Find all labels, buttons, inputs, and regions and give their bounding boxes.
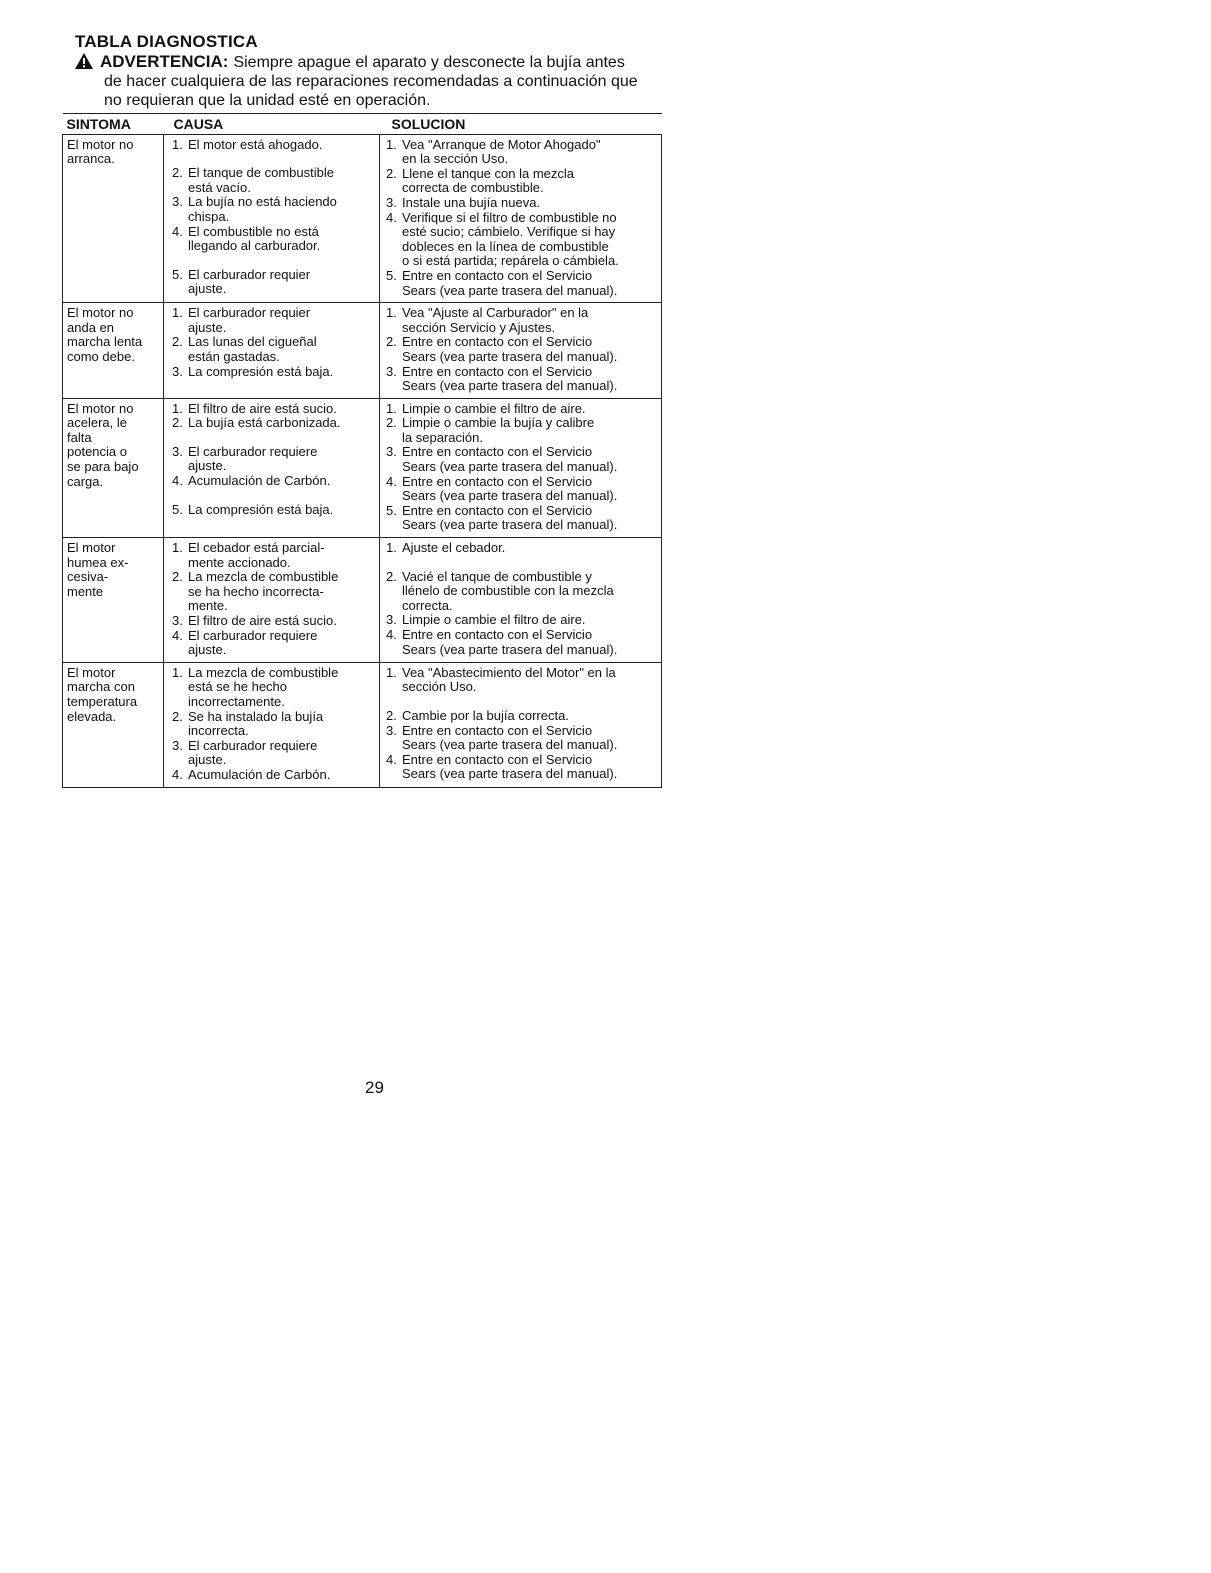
cause-item-line: El carburador requiere	[188, 443, 318, 459]
cause-item-number: 1.	[172, 664, 183, 680]
header-sintoma: SINTOMA	[63, 114, 164, 135]
solution-item-number: 4.	[386, 209, 397, 225]
cause-item-line: El filtro de aire está sucio.	[188, 400, 337, 416]
spacer	[386, 695, 657, 709]
spacer	[172, 489, 375, 503]
symptom-line: El motor	[67, 540, 116, 556]
cause-item-line: ajuste.	[188, 458, 227, 474]
symptom-line: acelera, le	[67, 415, 127, 431]
symptom-line: mente	[67, 583, 104, 599]
solution-cell	[380, 398, 662, 537]
header-causa: CAUSA	[164, 114, 380, 135]
table-row	[63, 398, 662, 537]
cause-item-line: La compresión está baja.	[188, 363, 334, 379]
cause-item-line: está se he hecho	[188, 679, 288, 695]
solution-item	[386, 402, 657, 417]
cause-item	[172, 268, 375, 297]
symptom-line: El motor no	[67, 136, 134, 152]
symptom-line: falta	[67, 429, 92, 445]
cause-item	[172, 225, 375, 254]
solution-item	[386, 138, 657, 167]
cause-item-line: Las lunas del cigueñal	[188, 334, 317, 350]
cause-item	[172, 166, 375, 195]
solution-item	[386, 709, 657, 724]
cause-item-line: La bujía está carbonizada.	[188, 415, 341, 431]
solution-item-line: llénelo de combustible con la mezcla	[402, 583, 614, 599]
cause-item	[172, 666, 375, 710]
solution-cell	[380, 134, 662, 303]
solution-item	[386, 570, 657, 614]
symptom-line: marcha con	[67, 679, 135, 695]
spacer	[386, 556, 657, 570]
cause-item-number: 4.	[172, 473, 183, 489]
solution-item	[386, 666, 657, 695]
cause-item-line: mente accionado.	[188, 554, 291, 570]
cause-item-number: 2.	[172, 334, 183, 350]
solution-item	[386, 504, 657, 533]
solution-item-line: Entre en contacto con el Servicio	[402, 722, 593, 738]
solution-item-line: Ajuste el cebador.	[402, 540, 506, 556]
symptom-line: carga.	[67, 473, 104, 489]
cause-item-number: 2.	[172, 708, 183, 724]
cause-item-line: Se ha instalado la bujía	[188, 708, 324, 724]
symptom-line: temperatura	[67, 693, 138, 709]
cause-item	[172, 445, 375, 474]
cause-item	[172, 614, 375, 629]
solution-item-line: correcta.	[402, 597, 453, 613]
header-solucion: SOLUCION	[380, 114, 662, 135]
warning-text-line-2: de hacer cualquiera de las reparaciones recomendadas a continuación que	[104, 73, 638, 90]
cause-item-line: está vacío.	[188, 179, 251, 195]
solution-item-number: 3.	[386, 363, 397, 379]
cause-item-number: 4.	[172, 766, 183, 782]
solution-item-number: 2.	[386, 707, 397, 723]
cause-item-number: 1.	[172, 136, 183, 152]
cause-item-line: ajuste.	[188, 319, 227, 335]
solution-item	[386, 211, 657, 269]
cause-item	[172, 138, 375, 153]
symptom-line: anda en	[67, 319, 114, 335]
cause-item-line: La compresión está baja.	[188, 501, 334, 517]
cause-item	[172, 710, 375, 739]
cause-item-line: se ha hecho incorrecta-	[188, 583, 324, 599]
solution-item	[386, 167, 657, 196]
table-row	[63, 134, 662, 303]
solution-item-number: 4.	[386, 627, 397, 642]
cause-item	[172, 541, 375, 570]
cause-item	[172, 570, 375, 614]
solution-item-line: Vea "Abastecimiento del Motor" en la	[402, 664, 616, 680]
cause-item-line: El cebador está parcial-	[188, 540, 325, 556]
solution-item-number: 1.	[386, 540, 397, 556]
solution-item-number: 3.	[386, 722, 397, 738]
cause-item-line: Acumulación de Carbón.	[188, 766, 331, 782]
cause-item	[172, 629, 375, 658]
solution-item	[386, 613, 657, 628]
cause-item-number: 3.	[172, 363, 183, 379]
solution-item	[386, 628, 657, 657]
cause-item-line: La mezcla de combustible	[188, 664, 339, 680]
solution-item-number: 2.	[386, 415, 397, 431]
symptom-line: marcha lenta	[67, 334, 143, 350]
solution-item-number: 2.	[386, 165, 397, 181]
cause-item-number: 5.	[172, 266, 183, 282]
solution-item-line: Sears (vea parte trasera del manual).	[402, 641, 618, 657]
solution-item-number: 3.	[386, 612, 397, 628]
solution-item-line: Entre en contacto con el Servicio	[402, 502, 593, 518]
warning-text-line-1: Siempre apague el aparato y desconecte la bujía antes	[233, 54, 625, 71]
cause-item	[172, 195, 375, 224]
symptom-cell	[63, 538, 164, 663]
cause-item-number: 4.	[172, 223, 183, 239]
solution-item	[386, 416, 657, 445]
cause-item-line: El motor está ahogado.	[188, 136, 323, 152]
solution-item-line: Vea "Arranque de Motor Ahogado"	[402, 136, 601, 152]
cause-cell	[164, 398, 380, 537]
page-title: TABLA DIAGNOSTICA	[75, 32, 258, 51]
solution-item-line: esté sucio; cámbielo. Verifique si hay	[402, 224, 616, 240]
cause-item-number: 2.	[172, 569, 183, 585]
cause-item-number: 1.	[172, 400, 183, 416]
solution-item-line: Entre en contacto con el Servicio	[402, 751, 593, 767]
symptom-line: humea ex-	[67, 554, 129, 570]
cause-item-line: El carburador requier	[188, 305, 311, 321]
symptom-line: potencia o	[67, 444, 127, 460]
table-body	[63, 134, 662, 787]
solution-cell	[380, 538, 662, 663]
solution-item-line: Verifique si el filtro de combustible no	[402, 209, 617, 225]
solution-item-line: Limpie o cambie la bujía y calibre	[402, 415, 595, 431]
cause-item-number: 3.	[172, 737, 183, 753]
solution-item-number: 5.	[386, 267, 397, 283]
solution-item-line: sección Uso.	[402, 679, 477, 695]
solution-item-line: Entre en contacto con el Servicio	[402, 267, 593, 283]
symptom-line: cesiva-	[67, 569, 109, 585]
solution-item-line: Sears (vea parte trasera del manual).	[402, 766, 618, 782]
symptom-line: El motor no	[67, 305, 134, 321]
solution-item-number: 4.	[386, 473, 397, 489]
solution-item	[386, 753, 657, 782]
cause-item	[172, 306, 375, 335]
solution-item-number: 1.	[386, 400, 397, 416]
symptom-line: El motor no	[67, 400, 134, 416]
cause-item-line: ajuste.	[188, 752, 227, 768]
solution-item-number: 2.	[386, 568, 397, 584]
cause-item-line: ajuste.	[188, 642, 227, 658]
cause-item	[172, 335, 375, 364]
solution-item-line: Entre en contacto con el Servicio	[402, 363, 593, 379]
solution-item-number: 5.	[386, 502, 397, 518]
cause-item-number: 1.	[172, 540, 183, 556]
diagnostic-table	[62, 113, 662, 788]
cause-item-line: están gastadas.	[188, 348, 280, 364]
cause-cell	[164, 538, 380, 663]
cause-cell	[164, 662, 380, 787]
solution-item-line: Cambie por la bujía correcta.	[402, 707, 569, 723]
cause-item-line: El carburador requier	[188, 266, 311, 282]
warning-block	[74, 52, 666, 110]
solution-item-line: Sears (vea parte trasera del manual).	[402, 378, 618, 394]
solution-item	[386, 475, 657, 504]
cause-item-line: chispa.	[188, 208, 230, 224]
cause-item-line: llegando al carburador.	[188, 238, 321, 254]
spacer	[172, 254, 375, 268]
solution-item-number: 1.	[386, 305, 397, 321]
cause-item-line: El combustible no está	[188, 223, 319, 239]
cause-item	[172, 416, 375, 431]
symptom-line: elevada.	[67, 708, 117, 724]
solution-item	[386, 335, 657, 364]
warning-text-line-3: no requieran que la unidad esté en operación.	[104, 92, 431, 109]
solution-item-line: en la sección Uso.	[402, 151, 509, 167]
cause-item-line: La bujía no está haciendo	[188, 194, 337, 210]
cause-item-line: Acumulación de Carbón.	[188, 473, 331, 489]
symptom-cell	[63, 303, 164, 399]
symptom-line: El motor	[67, 664, 116, 680]
solution-item	[386, 196, 657, 211]
cause-item-number: 3.	[172, 194, 183, 210]
symptom-cell	[63, 134, 164, 303]
cause-item-number: 3.	[172, 443, 183, 459]
spacer	[172, 431, 375, 445]
cause-item	[172, 365, 375, 380]
solution-item-line: Sears (vea parte trasera del manual).	[402, 517, 618, 533]
cause-cell	[164, 303, 380, 399]
cause-item-number: 2.	[172, 165, 183, 181]
table-row	[63, 303, 662, 399]
solution-item	[386, 306, 657, 335]
cause-item	[172, 503, 375, 518]
table-header-row	[63, 114, 662, 135]
solution-item	[386, 445, 657, 474]
solution-item-number: 3.	[386, 444, 397, 460]
spacer	[172, 152, 375, 166]
symptom-line: como debe.	[67, 348, 135, 364]
cause-item-line: incorrectamente.	[188, 693, 285, 709]
solution-item	[386, 541, 657, 556]
cause-item-line: ajuste.	[188, 281, 227, 297]
cause-item-number: 5.	[172, 501, 183, 517]
cause-item-line: El carburador requiere	[188, 627, 318, 643]
solution-item-line: correcta de combustible.	[402, 180, 544, 196]
cause-item-line: El filtro de aire está sucio.	[188, 613, 337, 628]
symptom-cell	[63, 662, 164, 787]
solution-item-line: Entre en contacto con el Servicio	[402, 444, 593, 460]
solution-item-number: 3.	[386, 194, 397, 210]
solution-item-line: Vea "Ajuste al Carburador" en la	[402, 305, 589, 321]
cause-item-line: El tanque de combustible	[188, 165, 334, 181]
solution-item-number: 1.	[386, 664, 397, 680]
cause-item-number: 1.	[172, 305, 183, 321]
cause-item-line: mente.	[188, 598, 228, 614]
cause-item-line: El carburador requiere	[188, 737, 318, 753]
solution-item-line: Sears (vea parte trasera del manual).	[402, 282, 618, 298]
solution-item-line: Entre en contacto con el Servicio	[402, 334, 593, 350]
warning-label: ADVERTENCIA:	[100, 52, 229, 71]
solution-item-line: o si está partida; repárela o cámbiela.	[402, 253, 619, 269]
solution-item-line: sección Servicio y Ajustes.	[402, 319, 556, 335]
cause-item-number: 2.	[172, 415, 183, 431]
solution-item-line: la separación.	[402, 429, 483, 445]
solution-item-line: Entre en contacto con el Servicio	[402, 627, 593, 642]
solution-item-line: Sears (vea parte trasera del manual).	[402, 459, 618, 475]
solution-item-line: Entre en contacto con el Servicio	[402, 473, 593, 489]
symptom-cell	[63, 398, 164, 537]
cause-cell	[164, 134, 380, 303]
solution-item-number: 4.	[386, 751, 397, 767]
solution-item-line: Sears (vea parte trasera del manual).	[402, 348, 618, 364]
symptom-line: arranca.	[67, 151, 115, 167]
cause-item-number: 3.	[172, 613, 183, 628]
solution-item-line: Sears (vea parte trasera del manual).	[402, 488, 618, 504]
symptom-line: se para bajo	[67, 459, 139, 475]
solution-item-number: 1.	[386, 136, 397, 152]
solution-item	[386, 724, 657, 753]
solution-item-line: Vacié el tanque de combustible y	[402, 568, 592, 584]
page-number: 29	[365, 1078, 384, 1097]
solution-item-line: Limpie o cambie el filtro de aire.	[402, 400, 586, 416]
table-row	[63, 662, 662, 787]
solution-item-line: Sears (vea parte trasera del manual).	[402, 737, 618, 753]
cause-item-line: incorrecta.	[188, 723, 249, 739]
solution-item-number: 2.	[386, 334, 397, 350]
cause-item	[172, 768, 375, 783]
table-row	[63, 538, 662, 663]
solution-item	[386, 269, 657, 298]
solution-item-line: Limpie o cambie el filtro de aire.	[402, 612, 586, 628]
solution-cell	[380, 662, 662, 787]
solution-item-line: Llene el tanque con la mezcla	[402, 165, 575, 181]
cause-item-line: La mezcla de combustible	[188, 569, 339, 585]
solution-item-line: Instale una bujía nueva.	[402, 194, 541, 210]
solution-item	[386, 365, 657, 394]
cause-item	[172, 739, 375, 768]
cause-item	[172, 402, 375, 417]
solution-item-line: dobleces en la línea de combustible	[402, 238, 609, 254]
cause-item-number: 4.	[172, 627, 183, 643]
warning-triangle-icon	[74, 52, 94, 70]
solution-cell	[380, 303, 662, 399]
cause-item	[172, 474, 375, 489]
